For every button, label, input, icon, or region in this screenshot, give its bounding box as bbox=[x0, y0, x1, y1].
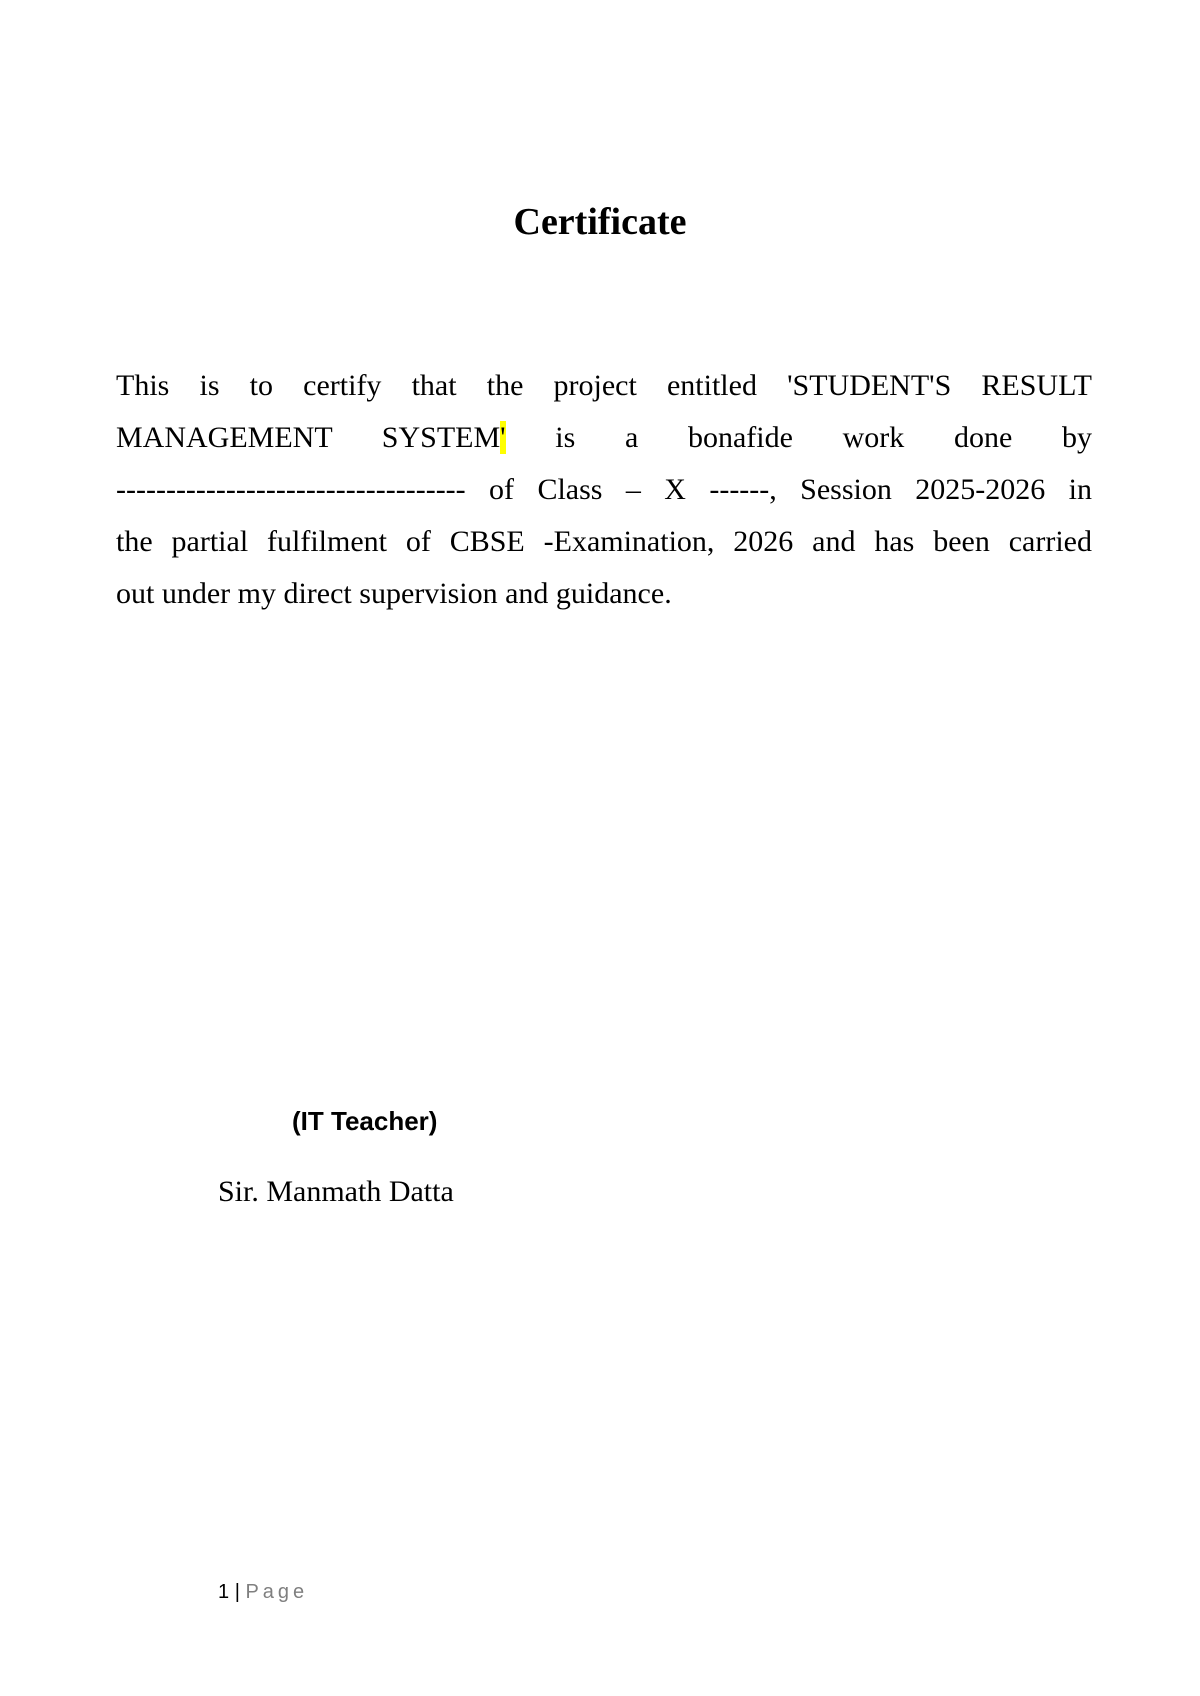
footer-separator: | bbox=[234, 1581, 240, 1603]
page-number: 1 bbox=[218, 1581, 230, 1603]
body-line-2-text: MANAGEMENT SYSTEM bbox=[116, 421, 501, 454]
certificate-body bbox=[116, 360, 1092, 620]
body-line-2-rest: is a bonafide work done by bbox=[505, 421, 1092, 454]
page-title: Certificate bbox=[513, 201, 687, 243]
page-label: Page bbox=[245, 1581, 309, 1603]
page-footer bbox=[218, 1578, 308, 1606]
body-line-2 bbox=[116, 412, 1092, 464]
signatory-name: Sir. Manmath Datta bbox=[218, 1175, 454, 1208]
body-line-5: out under my direct supervision and guidance. bbox=[116, 577, 672, 610]
signatory-role: (IT Teacher) bbox=[292, 1106, 438, 1136]
body-line-1: This is to certify that the project entitled 'STUDENT'S RESULT bbox=[116, 369, 1092, 402]
highlighted-quote-mark: ' bbox=[500, 421, 506, 454]
body-line-4: the partial fulfilment of CBSE -Examination, 2026 and has been carried bbox=[116, 525, 1092, 558]
body-line-3: ----------------------------------- of Class – X ------, Session 2025-2026 in bbox=[116, 473, 1092, 506]
